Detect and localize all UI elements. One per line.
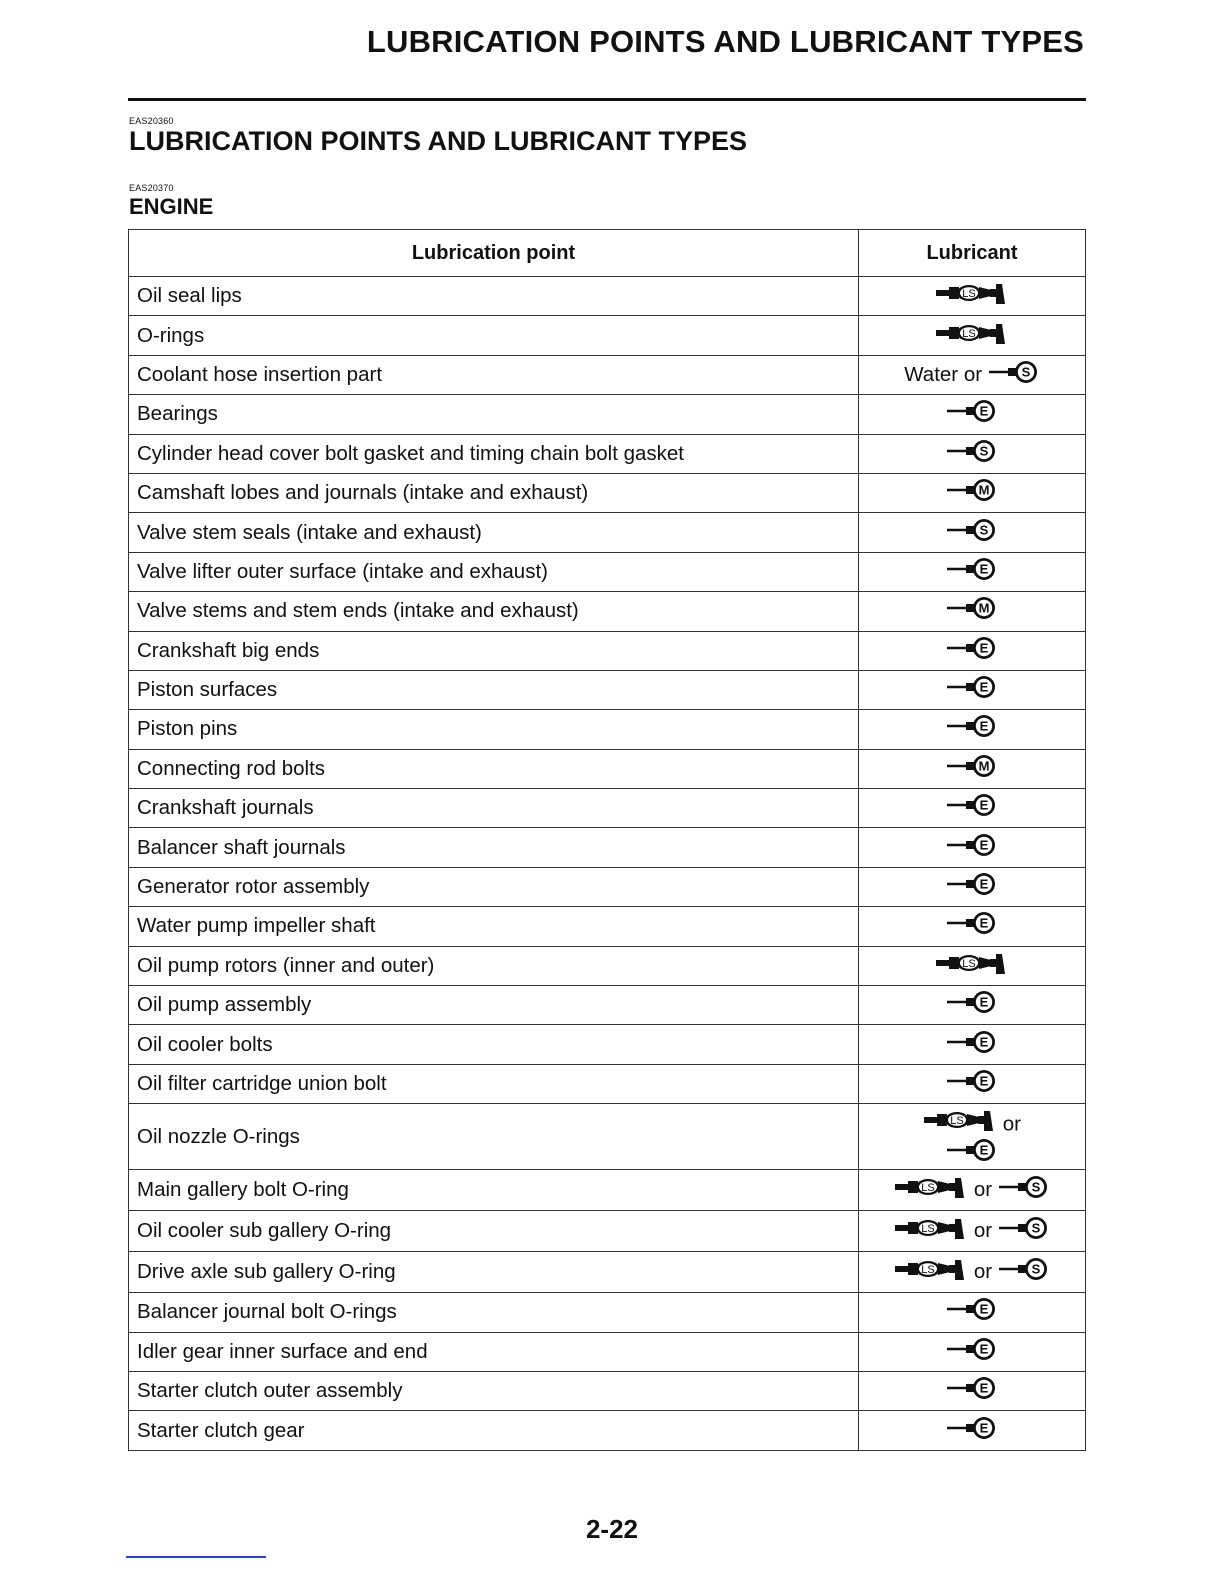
engine-oil-icon	[946, 1068, 998, 1100]
table-row	[129, 867, 1086, 906]
lubricant-cell	[859, 552, 1086, 591]
lubricant-text: or	[973, 1260, 993, 1284]
lubrication-point: Starter clutch gear	[129, 1411, 859, 1450]
lubricant-cell	[859, 1293, 1086, 1332]
table-row	[129, 1332, 1086, 1371]
table-row	[129, 277, 1086, 316]
lubricant-cell	[859, 473, 1086, 512]
lubrication-point: Water pump impeller shaft	[129, 907, 859, 946]
silicone-fluid-icon	[998, 1215, 1050, 1247]
table-row	[129, 552, 1086, 591]
engine-oil-icon	[946, 792, 998, 824]
molybdenum-disulfide-oil-icon	[946, 477, 998, 509]
engine-oil-icon	[946, 635, 998, 667]
engine-oil-icon	[946, 1375, 998, 1407]
lubrication-point: Balancer journal bolt O-rings	[129, 1293, 859, 1332]
table-row	[129, 1104, 1086, 1170]
svg-text:E: E	[979, 679, 989, 695]
silicone-fluid-icon	[946, 438, 998, 470]
svg-text:LS: LS	[921, 1264, 935, 1277]
lubricant-cell	[859, 1211, 1086, 1252]
engine-oil-icon	[946, 832, 998, 864]
lubricant-cell	[859, 749, 1086, 788]
molybdenum-disulfide-oil-icon	[946, 595, 998, 627]
subsection-title: ENGINE	[129, 194, 214, 219]
svg-text:S: S	[979, 522, 989, 538]
lithium-soap-grease-icon	[894, 1174, 968, 1206]
header-lubrication-point: Lubrication point	[129, 230, 859, 277]
lithium-soap-grease-icon	[935, 280, 1009, 312]
table-row	[129, 789, 1086, 828]
lubrication-point: Valve stem seals (intake and exhaust)	[129, 513, 859, 552]
table-row	[129, 592, 1086, 631]
table-row	[129, 946, 1086, 985]
lubricant-text: or	[973, 1178, 993, 1202]
svg-text:E: E	[979, 1420, 989, 1436]
svg-text:E: E	[979, 640, 989, 656]
svg-text:E: E	[979, 403, 989, 419]
lubricant-cell	[859, 1104, 1086, 1170]
lubrication-point: Oil pump assembly	[129, 986, 859, 1025]
lubricant-cell	[859, 395, 1086, 434]
table-row	[129, 670, 1086, 709]
lubricant-cell	[859, 316, 1086, 355]
svg-text:S: S	[979, 443, 989, 459]
lubricant-cell	[859, 828, 1086, 867]
engine-oil-icon	[946, 674, 998, 706]
lubricant-cell	[859, 513, 1086, 552]
silicone-fluid-icon	[988, 359, 1040, 391]
svg-text:M: M	[978, 482, 990, 498]
lubrication-point: Valve stems and stem ends (intake and exhaust)	[129, 592, 859, 631]
lubricant-cell	[859, 355, 1086, 394]
section-code: EAS20360	[129, 116, 174, 126]
table-row	[129, 1025, 1086, 1064]
lubrication-point: Starter clutch outer assembly	[129, 1371, 859, 1410]
table-row	[129, 1411, 1086, 1450]
lubrication-point: Generator rotor assembly	[129, 867, 859, 906]
lubricant-cell	[859, 1170, 1086, 1211]
lubrication-point: Oil cooler bolts	[129, 1025, 859, 1064]
lubrication-point: Main gallery bolt O-ring	[129, 1170, 859, 1211]
table-row	[129, 355, 1086, 394]
lubrication-point: Crankshaft journals	[129, 789, 859, 828]
table-row	[129, 828, 1086, 867]
table-row	[129, 1252, 1086, 1293]
link-underline	[126, 1556, 266, 1558]
svg-text:E: E	[979, 1380, 989, 1396]
table-row	[129, 316, 1086, 355]
lubrication-point: Crankshaft big ends	[129, 631, 859, 670]
svg-text:LS: LS	[921, 1182, 935, 1195]
lubrication-point: Balancer shaft journals	[129, 828, 859, 867]
svg-text:E: E	[979, 837, 989, 853]
table-row	[129, 907, 1086, 946]
running-header-title: LUBRICATION POINTS AND LUBRICANT TYPES	[366, 24, 1084, 59]
lubrication-point: Drive axle sub gallery O-ring	[129, 1252, 859, 1293]
svg-text:E: E	[979, 797, 989, 813]
svg-text:E: E	[979, 1073, 989, 1089]
table-row	[129, 1064, 1086, 1103]
lubrication-point: Piston surfaces	[129, 670, 859, 709]
lubrication-point: Coolant hose insertion part	[129, 355, 859, 394]
silicone-fluid-icon	[998, 1174, 1050, 1206]
lubricant-cell	[859, 1411, 1086, 1450]
engine-oil-icon	[946, 1296, 998, 1328]
lubrication-table	[128, 229, 1086, 1451]
svg-text:E: E	[979, 876, 989, 892]
lubrication-point: Oil pump rotors (inner and outer)	[129, 946, 859, 985]
engine-oil-icon	[946, 1029, 998, 1061]
lubrication-point: Oil cooler sub gallery O-ring	[129, 1211, 859, 1252]
table-header-row	[129, 230, 1086, 277]
svg-text:E: E	[979, 1034, 989, 1050]
header-divider	[128, 98, 1086, 101]
lubrication-point: Oil filter cartridge union bolt	[129, 1064, 859, 1103]
svg-text:E: E	[979, 561, 989, 577]
lubricant-cell	[859, 1025, 1086, 1064]
silicone-fluid-icon	[998, 1256, 1050, 1288]
lubricant-cell	[859, 434, 1086, 473]
svg-text:S: S	[1021, 364, 1031, 380]
svg-text:LS: LS	[950, 1114, 964, 1127]
table-row	[129, 710, 1086, 749]
lubricant-text: or	[1002, 1112, 1021, 1136]
svg-text:S: S	[1031, 1220, 1041, 1236]
table-row	[129, 1170, 1086, 1211]
lubricant-cell	[859, 1252, 1086, 1293]
lubrication-point: Oil nozzle O-rings	[129, 1104, 859, 1170]
lubrication-point: Idler gear inner surface and end	[129, 1332, 859, 1371]
table-row	[129, 1371, 1086, 1410]
table-row	[129, 1211, 1086, 1252]
lubricant-text: or	[973, 1219, 993, 1243]
engine-oil-icon	[946, 1415, 998, 1447]
svg-text:S: S	[1031, 1179, 1041, 1195]
svg-text:E: E	[979, 1341, 989, 1357]
lubricant-cell	[859, 1064, 1086, 1103]
engine-oil-icon	[946, 1137, 998, 1172]
lubrication-point: Camshaft lobes and journals (intake and exhaust)	[129, 473, 859, 512]
engine-oil-icon	[946, 1336, 998, 1368]
page-number: 2-22	[585, 1514, 639, 1544]
lubricant-cell	[859, 592, 1086, 631]
lithium-soap-grease-icon	[894, 1256, 968, 1288]
lithium-soap-grease-icon	[935, 320, 1009, 352]
lubrication-point: Bearings	[129, 395, 859, 434]
engine-oil-icon	[946, 556, 998, 588]
table-body	[129, 277, 1086, 1451]
table-row	[129, 513, 1086, 552]
engine-oil-icon	[946, 713, 998, 745]
lubricant-cell	[859, 1332, 1086, 1371]
section-title: LUBRICATION POINTS AND LUBRICANT TYPES	[129, 126, 747, 156]
lithium-soap-grease-icon	[935, 950, 1009, 982]
engine-oil-icon	[946, 989, 998, 1021]
svg-text:E: E	[979, 1301, 989, 1317]
lubrication-point: Connecting rod bolts	[129, 749, 859, 788]
svg-text:E: E	[979, 916, 989, 932]
table-row	[129, 986, 1086, 1025]
silicone-fluid-icon	[946, 517, 998, 549]
lubrication-point: Oil seal lips	[129, 277, 859, 316]
lubrication-point: Piston pins	[129, 710, 859, 749]
svg-text:E: E	[979, 994, 989, 1010]
header-lubricant: Lubricant	[859, 230, 1086, 277]
lubricant-cell	[859, 789, 1086, 828]
svg-text:M: M	[978, 758, 990, 774]
lubricant-cell	[859, 946, 1086, 985]
svg-text:LS: LS	[962, 288, 976, 301]
svg-text:S: S	[1031, 1261, 1041, 1277]
lubricant-cell	[859, 277, 1086, 316]
table-row	[129, 434, 1086, 473]
table-row	[129, 473, 1086, 512]
subsection-code: EAS20370	[129, 183, 174, 193]
svg-text:LS: LS	[921, 1223, 935, 1236]
svg-text:LS: LS	[962, 957, 976, 970]
table-row	[129, 1293, 1086, 1332]
lubricant-cell	[859, 670, 1086, 709]
lubricant-cell	[859, 867, 1086, 906]
lubrication-point: Cylinder head cover bolt gasket and timing chain bolt gasket	[129, 434, 859, 473]
engine-oil-icon	[946, 398, 998, 430]
table-row	[129, 749, 1086, 788]
svg-text:E: E	[979, 719, 989, 735]
lubrication-point: O-rings	[129, 316, 859, 355]
svg-text:E: E	[979, 1142, 989, 1158]
lubrication-point: Valve lifter outer surface (intake and exhaust)	[129, 552, 859, 591]
lubricant-cell	[859, 1371, 1086, 1410]
table-row	[129, 631, 1086, 670]
engine-oil-icon	[946, 871, 998, 903]
table-row	[129, 395, 1086, 434]
lithium-soap-grease-icon	[894, 1215, 968, 1247]
lubricant-text: Water or	[904, 362, 983, 386]
lubricant-cell	[859, 907, 1086, 946]
lubricant-cell	[859, 631, 1086, 670]
lubricant-cell	[859, 986, 1086, 1025]
svg-text:M: M	[978, 600, 990, 616]
engine-oil-icon	[946, 910, 998, 942]
svg-text:LS: LS	[962, 327, 976, 340]
lubricant-cell	[859, 710, 1086, 749]
molybdenum-disulfide-oil-icon	[946, 753, 998, 785]
